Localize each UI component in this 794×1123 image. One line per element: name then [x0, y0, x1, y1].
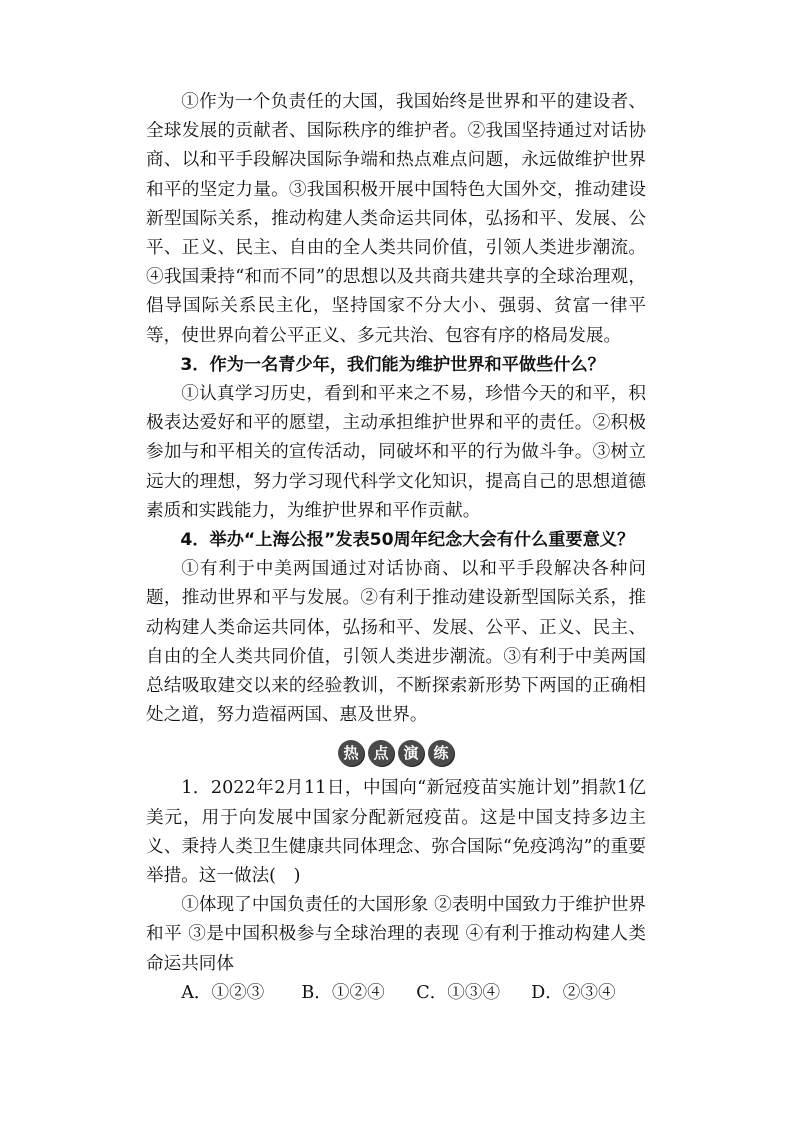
option-c: C．①③④ [416, 982, 501, 1003]
banner-char-3: 演 [398, 740, 424, 766]
question-3-heading: 3．作为一名青少年，我们能为维护世界和平做些什么？ [180, 354, 605, 375]
banner-char-1: 热 [338, 740, 364, 766]
answer-paragraph-role-of-china: ①作为一个负责任的大国，我国始终是世界和平的建设者、全球发展的贡献者、国际秩序的维护者。②我国坚持通过对话协商、以和平手段解决国际争端和热点难点问题，永远做维护世界和平的坚定力量。③我国积极开展中国特色大国外交，推动建设新型国际关系，推动构建人类命运共同体，弘扬和平、发展、公平、正义、民主、自由的全人类共同价值，引领人类进步潮流。④我国秉持“和而不同”的思想以及共商共建共享的全球治理观，倡导国际关系民主化，坚持国家不分大小、强弱、贫富一律平等，使世界向着公平正义、多元共治、包容有序的格局发展。 [146, 92, 646, 346]
banner-char-2: 点 [368, 740, 394, 766]
question-4-heading: 4．举办“上海公报”发表50周年纪念大会有什么重要意义？ [180, 530, 635, 551]
exercise-1-statements: ①体现了中国负责任的大国形象 ②表明中国致力于维护世界和平 ③是中国积极参与全球治理的表现 ④有利于推动构建人类命运共同体 [146, 895, 646, 974]
exercise-1-options [146, 979, 646, 1008]
banner-char-4: 练 [428, 740, 454, 766]
option-a: A．①②③ [181, 982, 265, 1003]
question-4-answer: ①有利于中美两国通过对话协商、以和平手段解决各种问题，推动世界和平与发展。②有利于推动建设新型国际关系，推动构建人类命运共同体，弘扬和平、发展、公平、正义、民主、自由的全人类共同价值，引领人类进步潮流。③有利于中美两国总结吸取建交以来的经验教训，不断探索新形势下两国的正确相处之道，努力造福两国、惠及世界。 [146, 559, 646, 726]
hot-topic-practice-banner [146, 738, 646, 768]
option-b: B．①②④ [301, 982, 385, 1003]
exercise-1-stem: 1．2022年2月11日，中国向“新冠疫苗实施计划”捐款1亿美元，用于向发展中国家分配新冠疫苗。这是中国支持多边主义、秉持人类卫生健康共同体理念、弥合国际“免疫鸿沟”的重要举措。这一做法( ) [146, 778, 646, 887]
document-content [146, 88, 646, 1008]
question-3-answer: ①认真学习历史，看到和平来之不易，珍惜今天的和平，积极表达爱好和平的愿望，主动承担维护世界和平的责任。②积极参加与和平相关的宣传活动，同破坏和平的行为做斗争。③树立远大的理想，努力学习现代科学文化知识，提高自己的思想道德素质和实践能力，为维护世界和平作贡献。 [146, 384, 646, 521]
option-d: D．②③④ [531, 982, 616, 1003]
